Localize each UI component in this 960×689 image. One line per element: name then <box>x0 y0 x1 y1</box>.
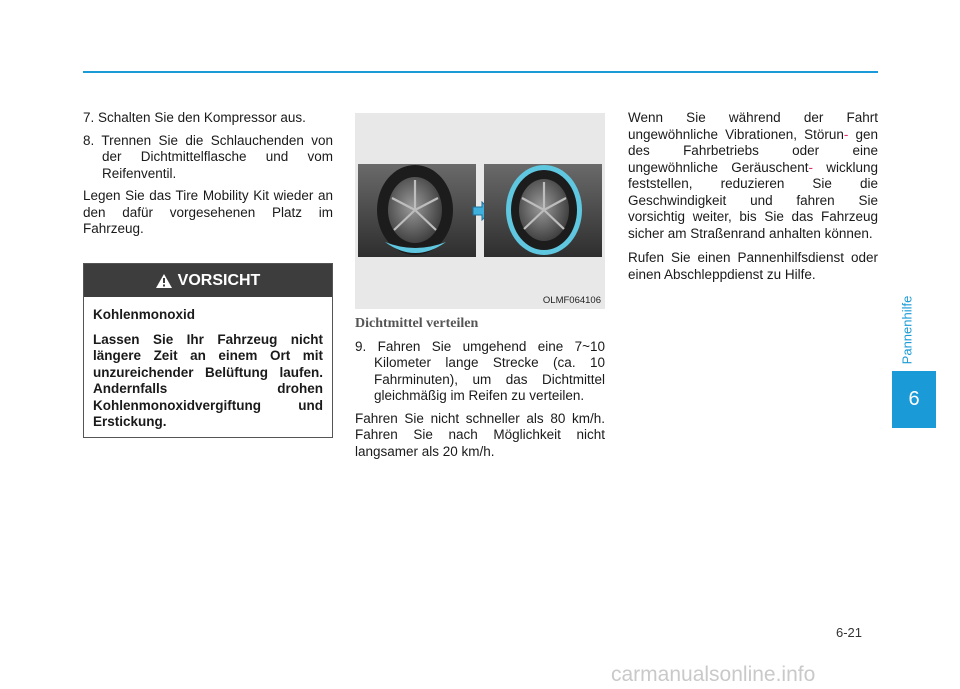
tire-after-image <box>484 164 602 257</box>
caution-header <box>84 264 332 297</box>
section-heading: Dichtmittel verteilen <box>355 316 479 331</box>
right-column <box>628 110 878 291</box>
figure-code: OLMF064106 <box>542 295 601 306</box>
caution-title: VORSICHT <box>177 271 261 289</box>
section-side-label: Pannenhilfe <box>899 295 915 365</box>
middle-column <box>355 316 605 468</box>
step-7: 7. Schalten Sie den Kompressor aus. <box>83 110 306 125</box>
roadside-assistance-paragraph: Rufen Sie einen Pannenhilfsdienst oder einen Abschleppdienst zu Hilfe. <box>628 250 878 282</box>
warning-triangle-icon <box>156 274 172 288</box>
watermark: carmanualsonline.info <box>611 663 816 686</box>
speed-paragraph: Fahren Sie nicht schneller als 80 km/h. Fahren Sie nach Möglichkeit nicht langsamer als 20 km/h. <box>355 410 605 459</box>
stow-kit-paragraph: Legen Sie das Tire Mobility Kit wieder an den dafür vorgesehenen Platz im Fahrzeug. <box>83 188 333 236</box>
tire-before-image <box>358 164 476 257</box>
caution-text: Lassen Sie Ihr Fahrzeug nicht längere Zeit an einem Ort mit unzureichender Belüftung laufen. Andernfalls drohen Kohlenmonoxidvergiftung und Erstickung. <box>93 331 323 429</box>
caution-heading: Kohlenmonoxid <box>93 307 195 322</box>
step-8: 8. Trennen Sie die Schlauchenden von der Dichtmittelflasche und vom Reifenventil. <box>83 132 333 181</box>
caution-box <box>83 263 333 438</box>
page-number: 6-21 <box>836 625 863 640</box>
header-rule <box>83 71 878 73</box>
vibration-paragraph: Wenn Sie während der Fahrt ungewöhnliche Vibrationen, Störun- gen des Fahrbetriebs oder eine ungewöhnliche Geräuschent- wicklung feststellen, reduzieren Sie die Geschwindigkeit und fahren Sie vorsichtig weiter, bis Sie das Fahrzeug sicher am Straßenrand anhalten können. <box>628 110 878 241</box>
caution-body <box>84 297 332 431</box>
step-9: 9. Fahren Sie umgehend eine 7~10 Kilometer lange Strecke (ca. 10 Fahrminuten), um das Dichtmittel gleichmäßig im Reifen zu verteilen. <box>355 338 605 403</box>
tire-sealant-figure <box>355 113 605 309</box>
chapter-tab: 6 <box>892 371 936 428</box>
left-column <box>83 110 333 246</box>
